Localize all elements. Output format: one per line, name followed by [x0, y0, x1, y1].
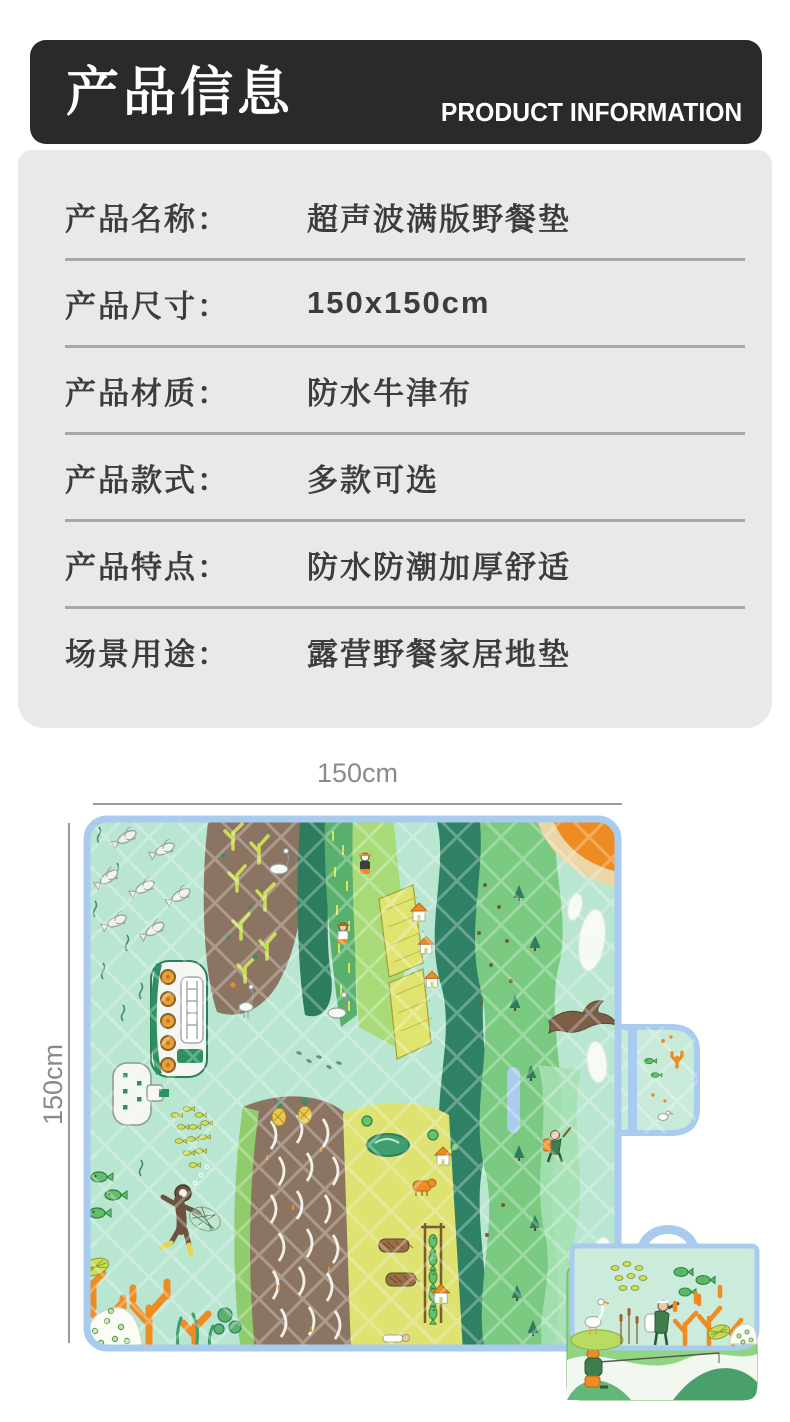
- spec-row-name: [18, 174, 772, 258]
- spec-value: 防水防潮加厚舒适: [307, 549, 571, 585]
- spec-row-material: [18, 348, 772, 432]
- spec-row-scene: [18, 609, 772, 693]
- spec-label: 产品材质：: [65, 375, 230, 411]
- width-dimension-label: 150cm: [316, 758, 399, 788]
- folded-flap-illustration: [617, 1025, 697, 1135]
- height-dimension-label: 150cm: [38, 1043, 68, 1125]
- spec-label: 产品名称：: [65, 201, 230, 237]
- spec-value: 露营野餐家居地垫: [307, 636, 571, 672]
- flap-strap: [628, 1025, 637, 1135]
- width-dimension-line: [93, 803, 622, 805]
- spec-row-size: [18, 261, 772, 345]
- spec-value: 多款可选: [307, 462, 439, 498]
- spec-label: 产品尺寸：: [65, 288, 230, 324]
- carry-bag-illustration: [553, 1210, 763, 1410]
- spec-row-style: [18, 435, 772, 519]
- spec-value: 超声波满版野餐垫: [307, 201, 571, 237]
- height-dimension-line: [68, 823, 70, 1343]
- spec-label: 产品特点：: [65, 549, 230, 585]
- page-title: 产品信息: [66, 63, 294, 123]
- spec-rows: [18, 174, 772, 693]
- spec-card: [18, 150, 772, 728]
- spec-value: 防水牛津布: [307, 375, 472, 411]
- spec-value: 150x150cm: [307, 285, 491, 320]
- spec-row-feature: [18, 522, 772, 606]
- spec-label: 产品款式：: [65, 462, 230, 498]
- header-banner: [30, 40, 762, 144]
- spec-label: 场景用途：: [65, 636, 230, 672]
- bag-flap: [571, 1246, 757, 1350]
- page-subtitle: PRODUCT INFORMATION: [440, 97, 742, 127]
